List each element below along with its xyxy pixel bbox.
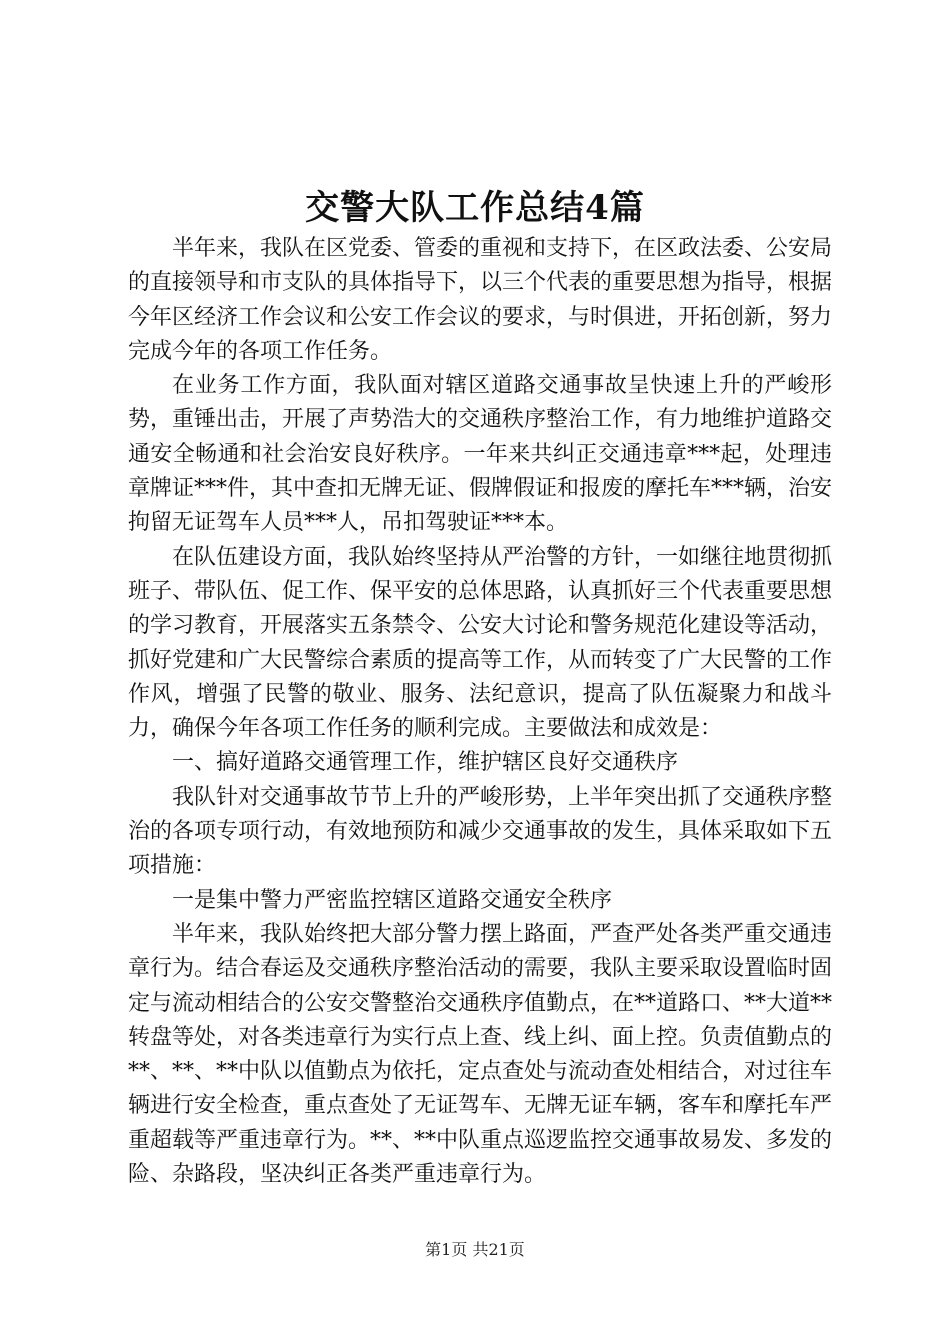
page-number-footer: 第1页 共21页 (425, 1240, 525, 1259)
paragraph-business-work: 在业务工作方面，我队面对辖区道路交通事故呈快速上升的严峻形势，重锤出击，开展了声势浩大的交通秩序整治工作，有力地维护道路交通安全畅通和社会治安良好秩序。一年来共纠正交通违章***起，处理违章牌证***件，其中查扣无牌无证、假牌假证和报废的摩托车***辆，治安拘留无证驾车人员***人，吊扣驾驶证***本。 (128, 373, 833, 536)
document-body (128, 232, 832, 1192)
paragraph-intro: 半年来，我队在区党委、管委的重视和支持下，在区政法委、公安局的直接领导和市支队的具体指导下，以三个代表的重要思想为指导，根据今年区经济工作会议和公安工作会议的要求，与时俱进，开拓创新，努力完成今年的各项工作任务。 (128, 236, 833, 364)
paragraph-team-building: 在队伍建设方面，我队始终坚持从严治警的方针，一如继往地贯彻抓班子、带队伍、促工作、保平安的总体思路，认真抓好三个代表重要思想的学习教育，开展落实五条禁令、公安大讨论和警务规范化建设等活动，抓好党建和广大民警综合素质的提高等工作，从而转变了广大民警的工作作风，增强了民警的敬业、服务、法纪意识，提高了队伍凝聚力和战斗力，确保今年各项工作任务的顺利完成。主要做法和成效是： (128, 544, 833, 742)
paragraph-patrol: 半年来，我队始终把大部分警力摆上路面，严查严处各类严重交通违章行为。结合春运及交通秩序整治活动的需要，我队主要采取设置临时固定与流动相结合的公安交警整治交通秩序值勤点，在**道路口、**大道**转盘等处，对各类违章行为实行点上查、线上纠、面上控。负责值勤点的**、**、**中队以值勤点为依托，定点查处与流动查处相结合，对过往车辆进行安全检查，重点查处了无证驾车、无牌无证车辆，客车和摩托车严重超载等严重违章行为。**、**中队重点巡逻监控交通事故易发、多发的险、杂路段，坚决纠正各类严重违章行为。 (128, 921, 833, 1188)
document-title: 交警大队工作总结4篇 (305, 188, 645, 228)
paragraph-measures-intro: 我队针对交通事故节节上升的严峻形势，上半年突出抓了交通秩序整治的各项专项行动，有效地预防和减少交通事故的发生，具体采取如下五项措施： (128, 784, 833, 879)
section-heading: 一、搞好道路交通管理工作，维护辖区良好交通秩序 (172, 750, 679, 776)
subsection-heading: 一是集中警力严密监控辖区道路交通安全秩序 (172, 887, 613, 913)
